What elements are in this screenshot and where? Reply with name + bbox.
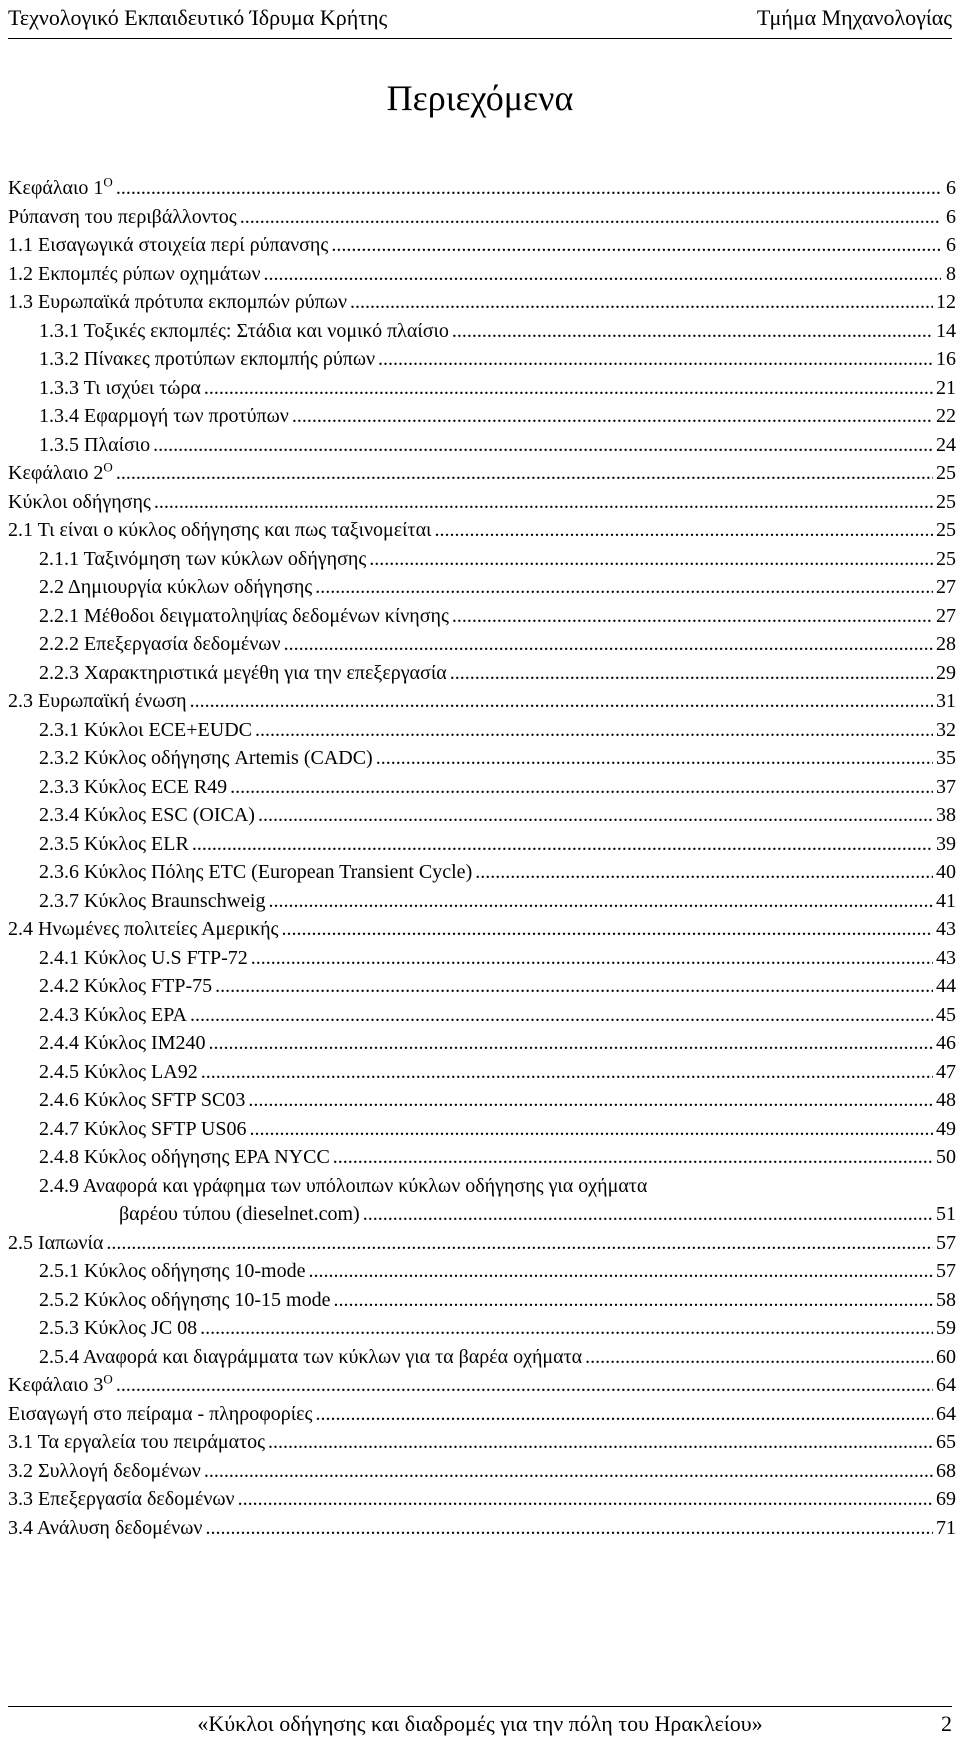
toc-leader-dots [585, 1343, 933, 1372]
toc-entry[interactable] [8, 288, 956, 317]
toc-entry-page: 64 [936, 1402, 956, 1425]
toc-entry-label: 1.1 Εισαγωγικά στοιχεία περί ρύπανσης [8, 234, 329, 256]
toc-entry-page: 43 [936, 946, 956, 969]
toc-entry-page: 6 [946, 177, 956, 199]
toc-entry-page: 8 [946, 262, 956, 285]
toc-entry[interactable] [8, 1086, 956, 1115]
toc-leader-dots [434, 516, 933, 545]
toc-leader-dots [190, 687, 933, 716]
toc-entry-label: 1.3.4 Εφαρμογή των προτύπων [39, 405, 289, 427]
toc-leader-dots [192, 830, 933, 859]
toc-entry-page: 39 [936, 832, 956, 855]
toc-entry[interactable] [8, 716, 956, 745]
toc-entry-label: 3.3 Επεξεργασία δεδομένων [8, 1488, 235, 1510]
toc-entry-label: 2.4.4 Κύκλος IM240 [39, 1032, 206, 1054]
toc-entry-page: 24 [936, 433, 956, 456]
toc-entry-title [8, 1457, 201, 1486]
toc-leader-dots [475, 858, 933, 887]
toc-entry[interactable] [8, 887, 956, 916]
toc-entry-page: 6 [946, 205, 956, 228]
toc-leader-dots [249, 1115, 933, 1144]
toc-entry-title [39, 944, 248, 973]
toc-entry-title [39, 573, 312, 602]
toc-entry[interactable] [8, 602, 956, 631]
toc-entry-title [8, 459, 113, 488]
toc-entry-page: 35 [936, 747, 956, 769]
header-department: Τμήμα Μηχανολογίας [756, 5, 952, 30]
toc-entry[interactable] [8, 488, 956, 517]
toc-entry-label: 2.5 Ιαπωνία [8, 1231, 104, 1254]
toc-leader-dots [153, 431, 933, 460]
toc-entry-title [39, 630, 281, 659]
toc-entry[interactable] [8, 1343, 956, 1372]
toc-entry-title [39, 1001, 187, 1030]
toc-entry[interactable] [8, 972, 956, 1001]
toc-leader-dots [106, 1229, 933, 1258]
toc-entry-title: 2.4.9 Αναφορά και γράφημα των υπόλοιπων κύκλων οδήγησης για οχήματα [39, 1174, 648, 1197]
toc-entry-label: 1.3.1 Τοξικές εκπομπές: Στάδια και νομικό πλαίσιο [39, 319, 449, 342]
toc-entry[interactable] [8, 374, 956, 403]
toc-leader-dots [452, 317, 933, 346]
toc-entry-label: 2.3.5 Κύκλος ELR [39, 832, 189, 855]
toc-entry-label: 2.3.6 Κύκλος Πόλης ETC (European Transient Cycle) [39, 861, 473, 883]
toc-entry-label: 2.4.2 Κύκλος FTP-75 [39, 975, 213, 997]
toc-leader-dots [190, 1001, 933, 1030]
toc-entry-page: 68 [936, 1459, 956, 1482]
toc-entry-label: 2.3 Ευρωπαϊκή ένωση [8, 690, 187, 712]
toc-entry-page: 57 [936, 1260, 956, 1282]
toc-entry-page: 64 [936, 1374, 956, 1396]
toc-entry-label: Κύκλοι οδήγησης [8, 490, 151, 513]
toc-entry[interactable] [8, 944, 956, 973]
toc-entry-title [8, 1514, 202, 1543]
toc-entry[interactable] [8, 659, 956, 688]
toc-leader-dots [315, 573, 933, 602]
toc-entry-title [39, 1058, 198, 1087]
toc-entry-title [8, 1371, 113, 1400]
toc-entry-title [8, 915, 278, 944]
toc-entry-label: 2.4.6 Κύκλος SFTP SC03 [39, 1089, 246, 1111]
toc-entry[interactable] [8, 573, 956, 602]
toc-entry-page: 49 [936, 1117, 956, 1140]
toc-leader-dots [116, 174, 941, 203]
page-number: 2 [941, 1711, 952, 1736]
toc-leader-dots [258, 801, 933, 830]
toc-leader-dots [315, 1400, 933, 1429]
toc-leader-dots [281, 915, 933, 944]
toc-entry-label: 2.4 Ηνωμένες πολιτείες Αμερικής [8, 918, 279, 940]
toc-entry-title [39, 744, 373, 773]
toc-entry[interactable] [8, 1172, 956, 1229]
toc-entry-page: 25 [936, 519, 956, 541]
toc-leader-dots [376, 744, 933, 773]
toc-entry-label: 2.2.3 Χαρακτηριστικά μεγέθη για την επεξεργασία [39, 661, 447, 684]
toc-entry-page: 43 [936, 918, 956, 940]
toc-entry-page: 45 [936, 1003, 956, 1026]
toc-entry-title [8, 288, 347, 317]
toc-entry-page: 46 [936, 1032, 956, 1054]
toc-entry-title [39, 887, 265, 916]
toc-entry-label: 2.5.4 Αναφορά και διαγράμματα των κύκλων για τα βαρέα οχήματα [39, 1345, 583, 1368]
toc-entry[interactable] [8, 1314, 956, 1343]
toc-entry[interactable] [8, 1058, 956, 1087]
toc-entry-page: 48 [936, 1089, 956, 1111]
toc-entry-label: 3.4 Ανάλυση δεδομένων [8, 1516, 203, 1539]
toc-entry[interactable] [8, 1428, 956, 1457]
toc-entry-page: 51 [936, 1203, 956, 1225]
toc-entry-label: 2.2.2 Επεξεργασία δεδομένων [39, 633, 281, 655]
toc-leader-dots [201, 1058, 933, 1087]
toc-entry-page: 41 [936, 889, 956, 912]
toc-entry-title-cont: βαρέου τύπου (dieselnet.com) [119, 1203, 360, 1225]
toc-entry-title [8, 1400, 312, 1429]
toc-entry-title [8, 1428, 265, 1457]
toc-leader-dots [369, 545, 933, 574]
toc-entry[interactable] [8, 203, 956, 232]
toc-entry-label: 1.3 Ευρωπαϊκά πρότυπα εκπομπών ρύπων [8, 291, 347, 313]
toc-entry-title [8, 260, 261, 289]
toc-leader-dots [215, 972, 933, 1001]
toc-entry-label: 2.3.4 Κύκλος ESC (OICA) [39, 804, 255, 826]
toc-entry-page: 60 [936, 1345, 956, 1368]
toc-entry[interactable] [8, 687, 956, 716]
toc-entry-page: 40 [936, 861, 956, 883]
toc-entry-superscript: Ο [103, 1371, 113, 1387]
page-header [8, 2, 952, 34]
toc-leader-dots [452, 602, 933, 631]
toc-entry-title [8, 488, 151, 517]
toc-entry-label: 2.3.7 Κύκλος Braunschweig [39, 889, 266, 912]
toc-entry-page: 69 [936, 1488, 956, 1510]
toc-entry-label: 2.2.1 Μέθοδοι δειγματοληψίας δεδομένων κίνησης [39, 604, 449, 627]
toc-entry-page: 16 [936, 348, 956, 370]
toc-entry-title [39, 1343, 582, 1372]
toc-leader-dots [255, 716, 933, 745]
toc-entry-page: 47 [936, 1060, 956, 1083]
toc-entry-label: 2.4.5 Κύκλος LA92 [39, 1060, 198, 1083]
toc-entry-title [39, 1086, 245, 1115]
toc-entry-title [39, 659, 447, 688]
toc-entry-title [8, 687, 187, 716]
toc-entry[interactable] [8, 260, 956, 289]
toc-leader-dots [350, 288, 933, 317]
toc-entry-title [39, 345, 375, 374]
page-title: Περιεχόμενα [386, 78, 574, 118]
page-footer [8, 1706, 952, 1736]
toc-entry-page: 58 [936, 1288, 956, 1311]
footer-caption: «Κύκλοι οδήγησης και διαδρομές για την πόλη του Ηρακλείου» [197, 1711, 763, 1736]
toc-leader-dots [154, 488, 933, 517]
toc-entry-label: Κεφάλαιο 2 [8, 462, 104, 484]
toc-entry-label: Ρύπανση του περιβάλλοντος [8, 205, 237, 228]
toc-entry-page: 22 [936, 405, 956, 427]
toc-entry[interactable] [8, 1371, 956, 1400]
toc-entry-label: 1.2 Εκπομπές ρύπων οχημάτων [8, 262, 261, 285]
toc-entry-title [39, 1257, 305, 1286]
toc-entry-title [39, 858, 472, 887]
toc-entry-page: 71 [936, 1516, 956, 1539]
toc-entry-page: 65 [936, 1431, 956, 1453]
toc-entry[interactable] [8, 915, 956, 944]
toc-entry[interactable] [8, 231, 956, 260]
toc-leader-dots [205, 1514, 933, 1543]
toc-entry-page: 14 [936, 319, 956, 342]
toc-entry[interactable] [8, 1485, 956, 1514]
toc-entry-page: 28 [936, 633, 956, 655]
toc-entry-page: 57 [936, 1231, 956, 1254]
toc-entry[interactable] [8, 545, 956, 574]
toc-entry-page: 25 [936, 547, 956, 570]
toc-entry[interactable] [8, 1229, 956, 1258]
toc-entry[interactable] [8, 516, 956, 545]
toc-entry-superscript: Ο [103, 459, 113, 475]
toc-entry-label: 2.4.1 Κύκλος U.S FTP-72 [39, 946, 248, 969]
toc-entry-title [39, 1115, 246, 1144]
toc-entry[interactable] [8, 1257, 956, 1286]
toc-entry-page: 38 [936, 804, 956, 826]
toc-entry-title [8, 1229, 103, 1258]
toc-entry[interactable] [8, 801, 956, 830]
toc-leader-dots [230, 773, 933, 802]
toc-entry-label: 2.5.3 Κύκλος JC 08 [39, 1317, 198, 1339]
toc-entry-title [39, 1314, 197, 1343]
toc-leader-dots [333, 1286, 933, 1315]
toc-entry-label: 2.4.7 Κύκλος SFTP US06 [39, 1117, 247, 1140]
toc-entry-label: 2.1.1 Ταξινόμηση των κύκλων οδήγησης [39, 547, 367, 570]
toc-entry-title [39, 773, 227, 802]
toc-leader-dots [204, 1457, 933, 1486]
toc-entry[interactable] [8, 1001, 956, 1030]
toc-leader-dots [264, 260, 942, 289]
header-rule [8, 38, 952, 39]
toc-entry-page: 29 [936, 661, 956, 684]
toc-entry-label: 2.2 Δημιουργία κύκλων οδήγησης [39, 576, 313, 598]
toc-entry[interactable] [8, 317, 956, 346]
toc-leader-dots [248, 1086, 933, 1115]
toc-entry-title [39, 431, 150, 460]
toc-entry-label: 3.2 Συλλογή δεδομένων [8, 1459, 201, 1482]
toc-entry[interactable] [8, 174, 956, 203]
toc-leader-dots [268, 887, 933, 916]
toc-leader-dots [268, 1428, 933, 1457]
toc-leader-dots [204, 374, 933, 403]
toc-entry-title [8, 516, 431, 545]
toc-entry-title [8, 231, 328, 260]
toc-leader-dots [238, 1485, 933, 1514]
toc-leader-dots [331, 231, 941, 260]
toc-entry[interactable] [8, 1457, 956, 1486]
toc-leader-dots [378, 345, 933, 374]
toc-entry-page: 25 [936, 462, 956, 484]
toc-entry-label: 2.3.2 Κύκλος οδήγησης Artemis (CADC) [39, 747, 373, 769]
toc-entry-label: 2.3.3 Κύκλος ECE R49 [39, 775, 228, 798]
toc-entry-title [8, 203, 237, 232]
toc-entry[interactable] [8, 1029, 956, 1058]
header-institution: Τεχνολογικό Εκπαιδευτικό Ίδρυμα Κρήτης [8, 5, 388, 30]
toc-leader-dots [208, 1029, 933, 1058]
toc-entry-label: 2.4.3 Κύκλος EPA [39, 1003, 187, 1026]
toc-entry-label: Κεφάλαιο 1 [8, 177, 104, 199]
toc-leader-dots [363, 1200, 933, 1229]
toc-entry-page: 44 [936, 975, 956, 997]
toc-entry[interactable] [8, 1143, 956, 1172]
toc-entry-label: 1.3.3 Τι ισχύει τώρα [39, 376, 201, 399]
toc-entry-label: 3.1 Τα εργαλεία του πειράματος [8, 1431, 266, 1453]
toc-leader-dots [308, 1257, 933, 1286]
toc-entry-title [39, 402, 289, 431]
toc-entry-superscript: Ο [103, 174, 113, 190]
toc-entry-title [39, 1286, 330, 1315]
toc-entry-page: 59 [936, 1317, 956, 1339]
toc-entry-title [39, 317, 449, 346]
toc-leader-dots [292, 402, 933, 431]
toc-entry-page: 32 [936, 718, 956, 741]
toc-entry[interactable] [8, 1514, 956, 1543]
toc-entry[interactable] [8, 459, 956, 488]
toc-entry-page: 27 [936, 604, 956, 627]
toc-entry-title [8, 174, 113, 203]
toc-entry-title [39, 545, 366, 574]
toc-entry-page: 37 [936, 775, 956, 798]
toc-entry-title [39, 716, 252, 745]
toc-leader-dots [116, 459, 933, 488]
toc-leader-dots [240, 203, 941, 232]
toc-entry-title [39, 1029, 205, 1058]
toc-leader-dots [251, 944, 933, 973]
toc-entry-title [8, 1485, 235, 1514]
toc-entry-page: 6 [946, 234, 956, 256]
toc-entry[interactable] [8, 830, 956, 859]
toc-entry-title [39, 801, 255, 830]
toc-entry-label: 2.3.1 Κύκλοι ECE+EUDC [39, 718, 252, 741]
toc-leader-dots [450, 659, 933, 688]
toc-leader-dots [284, 630, 933, 659]
toc-entry-page: 21 [936, 376, 956, 399]
toc-entry-page: 12 [936, 291, 956, 313]
toc-entry-page: 31 [936, 690, 956, 712]
toc-entry-title [39, 1143, 330, 1172]
toc-entry-title [39, 602, 449, 631]
toc-entry[interactable] [8, 402, 956, 431]
toc-entry-title [39, 972, 212, 1001]
toc-entry[interactable] [8, 345, 956, 374]
toc-entry-label: 2.5.2 Κύκλος οδήγησης 10-15 mode [39, 1288, 331, 1311]
toc-entry[interactable] [8, 1400, 956, 1429]
toc-entry[interactable] [8, 630, 956, 659]
toc-entry[interactable] [8, 773, 956, 802]
toc-entry-label: 2.1 Τι είναι ο κύκλος οδήγησης και πως ταξινομείται [8, 519, 432, 541]
toc-entry-label: 2.5.1 Κύκλος οδήγησης 10-mode [39, 1260, 306, 1282]
toc-entry[interactable] [8, 744, 956, 773]
toc-leader-dots [200, 1314, 933, 1343]
toc-entry-title [39, 374, 201, 403]
toc-entry[interactable] [8, 858, 956, 887]
toc-entry-label: Κεφάλαιο 3 [8, 1374, 104, 1396]
toc-entry[interactable] [8, 1115, 956, 1144]
toc-leader-dots [333, 1143, 933, 1172]
toc-entry-title [39, 830, 189, 859]
toc-entry-page: 50 [936, 1146, 956, 1168]
table-of-contents [8, 174, 956, 1542]
toc-entry-continuation [39, 1200, 956, 1229]
toc-entry-label: Εισαγωγή στο πείραμα - πληροφορίες [8, 1402, 313, 1425]
toc-entry-page: 25 [936, 490, 956, 513]
footer-rule [8, 1706, 952, 1707]
toc-entry-page: 27 [936, 576, 956, 598]
toc-entry[interactable] [8, 1286, 956, 1315]
toc-entry[interactable] [8, 431, 956, 460]
toc-leader-dots [116, 1371, 933, 1400]
toc-entry-label: 1.3.5 Πλαίσιο [39, 433, 151, 456]
toc-entry-label: 1.3.2 Πίνακες προτύπων εκπομπής ρύπων [39, 348, 376, 370]
toc-entry-label: 2.4.8 Κύκλος οδήγησης EPA NYCC [39, 1146, 330, 1168]
